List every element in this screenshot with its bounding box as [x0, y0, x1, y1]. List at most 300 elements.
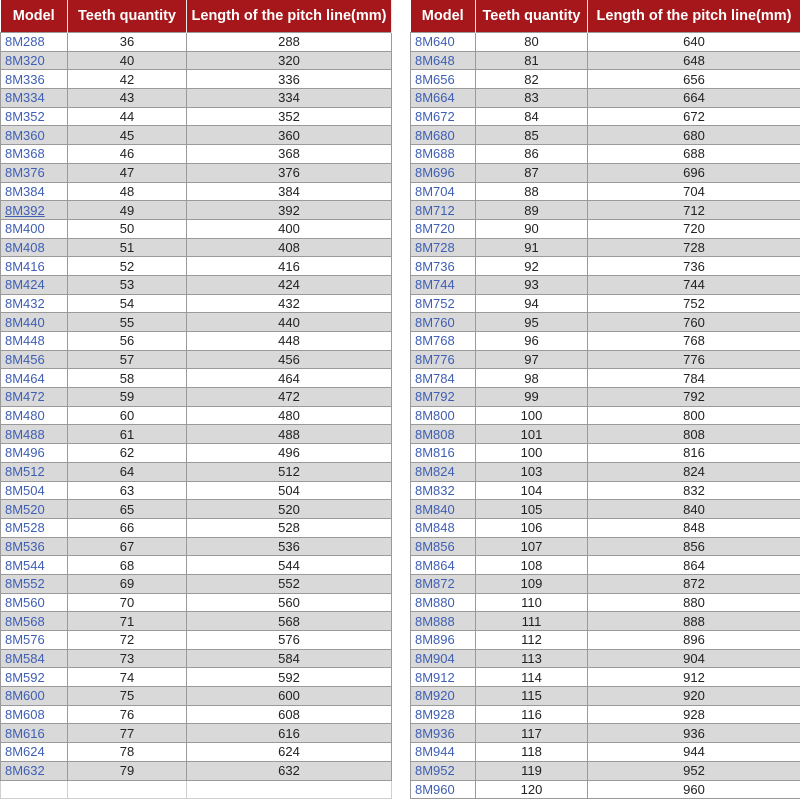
length-cell: 888 — [588, 612, 800, 631]
model-cell[interactable]: 8M432 — [1, 294, 68, 313]
table-row — [1, 107, 392, 126]
length-cell: 600 — [187, 687, 392, 706]
teeth-cell: 119 — [476, 761, 588, 780]
length-cell: 352 — [187, 107, 392, 126]
model-cell[interactable]: 8M632 — [1, 761, 68, 780]
table-row — [411, 406, 800, 425]
model-cell[interactable]: 8M496 — [1, 444, 68, 463]
model-cell[interactable]: 8M824 — [411, 462, 476, 481]
length-cell: 808 — [588, 425, 800, 444]
teeth-cell: 46 — [68, 145, 187, 164]
teeth-cell: 97 — [476, 350, 588, 369]
table-row — [1, 369, 392, 388]
table-row — [411, 145, 800, 164]
model-cell[interactable]: 8M680 — [411, 126, 476, 145]
teeth-cell: 108 — [476, 556, 588, 575]
model-cell[interactable]: 8M648 — [411, 51, 476, 70]
table-row — [411, 780, 800, 799]
teeth-cell: 66 — [68, 518, 187, 537]
teeth-cell: 112 — [476, 631, 588, 650]
model-cell[interactable]: 8M352 — [1, 107, 68, 126]
teeth-cell: 82 — [476, 70, 588, 89]
table-row — [1, 313, 392, 332]
length-cell: 928 — [588, 705, 800, 724]
model-cell[interactable]: 8M448 — [1, 332, 68, 351]
length-cell: 432 — [187, 294, 392, 313]
teeth-cell: 83 — [476, 89, 588, 108]
teeth-cell: 87 — [476, 163, 588, 182]
model-cell[interactable]: 8M928 — [411, 705, 476, 724]
table-row — [1, 743, 392, 762]
table-row — [1, 163, 392, 182]
length-cell: 544 — [187, 556, 392, 575]
length-cell: 536 — [187, 537, 392, 556]
length-cell: 704 — [588, 182, 800, 201]
table-row — [411, 518, 800, 537]
teeth-cell: 107 — [476, 537, 588, 556]
model-cell[interactable]: 8M288 — [1, 33, 68, 52]
teeth-cell: 114 — [476, 668, 588, 687]
model-cell[interactable]: 8M760 — [411, 313, 476, 332]
table-row — [1, 462, 392, 481]
model-cell[interactable]: 8M408 — [1, 238, 68, 257]
table-row — [1, 574, 392, 593]
teeth-cell: 68 — [68, 556, 187, 575]
length-cell: 784 — [588, 369, 800, 388]
teeth-cell: 116 — [476, 705, 588, 724]
model-cell[interactable]: 8M480 — [1, 406, 68, 425]
table-row — [411, 294, 800, 313]
model-cell[interactable]: 8M896 — [411, 631, 476, 650]
length-cell: 608 — [187, 705, 392, 724]
teeth-cell: 45 — [68, 126, 187, 145]
table-row — [411, 462, 800, 481]
left-header-row — [1, 0, 392, 33]
length-cell: 592 — [187, 668, 392, 687]
table-row — [411, 574, 800, 593]
model-cell[interactable]: 8M334 — [1, 89, 68, 108]
table-row — [1, 500, 392, 519]
length-cell: 664 — [588, 89, 800, 108]
length-cell: 392 — [187, 201, 392, 220]
model-cell[interactable]: 8M840 — [411, 500, 476, 519]
teeth-cell: 61 — [68, 425, 187, 444]
model-cell[interactable]: 8M864 — [411, 556, 476, 575]
table-row — [411, 163, 800, 182]
length-cell: 832 — [588, 481, 800, 500]
model-cell[interactable]: 8M400 — [1, 219, 68, 238]
length-cell: 496 — [187, 444, 392, 463]
length-cell: 368 — [187, 145, 392, 164]
teeth-cell: 49 — [68, 201, 187, 220]
model-cell[interactable]: 8M368 — [1, 145, 68, 164]
length-cell: 648 — [588, 51, 800, 70]
header-teeth-quantity: Teeth quantity — [476, 0, 588, 33]
teeth-cell: 42 — [68, 70, 187, 89]
length-cell: 440 — [187, 313, 392, 332]
table-row — [1, 761, 392, 780]
model-cell[interactable]: 8M456 — [1, 350, 68, 369]
length-cell: 864 — [588, 556, 800, 575]
model-cell[interactable]: 8M720 — [411, 219, 476, 238]
length-cell: 760 — [588, 313, 800, 332]
model-cell[interactable]: 8M856 — [411, 537, 476, 556]
teeth-cell: 100 — [476, 406, 588, 425]
model-cell[interactable]: 8M872 — [411, 574, 476, 593]
model-cell[interactable]: 8M912 — [411, 668, 476, 687]
model-cell[interactable]: 8M424 — [1, 275, 68, 294]
teeth-cell: 89 — [476, 201, 588, 220]
model-cell[interactable]: 8M800 — [411, 406, 476, 425]
length-cell: 568 — [187, 612, 392, 631]
teeth-cell: 47 — [68, 163, 187, 182]
teeth-cell: 62 — [68, 444, 187, 463]
table-row — [411, 275, 800, 294]
table-row — [1, 350, 392, 369]
table-row — [411, 201, 800, 220]
length-cell: 776 — [588, 350, 800, 369]
table-row — [411, 70, 800, 89]
table-row — [1, 518, 392, 537]
header-pitch-length: Length of the pitch line(mm) — [187, 0, 392, 33]
length-cell: 696 — [588, 163, 800, 182]
table-row — [411, 257, 800, 276]
model-cell[interactable]: 8M736 — [411, 257, 476, 276]
model-cell[interactable]: 8M936 — [411, 724, 476, 743]
length-cell: 552 — [187, 574, 392, 593]
header-model: Model — [1, 0, 68, 33]
length-cell: 400 — [187, 219, 392, 238]
table-row — [1, 724, 392, 743]
length-cell: 488 — [187, 425, 392, 444]
right-spec-table — [410, 0, 800, 799]
model-cell[interactable]: 8M704 — [411, 182, 476, 201]
length-cell: 624 — [187, 743, 392, 762]
length-cell: 856 — [588, 537, 800, 556]
table-row — [1, 238, 392, 257]
teeth-cell: 52 — [68, 257, 187, 276]
model-cell[interactable]: 8M528 — [1, 518, 68, 537]
model-cell[interactable]: 8M392 — [1, 201, 68, 220]
right-header-row — [411, 0, 800, 33]
teeth-cell: 74 — [68, 668, 187, 687]
model-cell[interactable]: 8M656 — [411, 70, 476, 89]
teeth-cell: 109 — [476, 574, 588, 593]
length-cell: 848 — [588, 518, 800, 537]
teeth-cell: 75 — [68, 687, 187, 706]
length-cell: 632 — [187, 761, 392, 780]
length-cell: 384 — [187, 182, 392, 201]
table-row — [411, 500, 800, 519]
table-row — [1, 294, 392, 313]
table-row — [1, 668, 392, 687]
teeth-cell: 67 — [68, 537, 187, 556]
teeth-cell: 115 — [476, 687, 588, 706]
model-cell[interactable]: 8M336 — [1, 70, 68, 89]
table-row — [411, 612, 800, 631]
teeth-cell: 59 — [68, 388, 187, 407]
model-cell[interactable]: 8M488 — [1, 425, 68, 444]
length-cell: 680 — [588, 126, 800, 145]
length-cell: 334 — [187, 89, 392, 108]
table-row — [411, 388, 800, 407]
table-row — [1, 556, 392, 575]
model-cell[interactable]: 8M752 — [411, 294, 476, 313]
table-row — [1, 631, 392, 650]
teeth-cell: 110 — [476, 593, 588, 612]
model-cell[interactable]: 8M768 — [411, 332, 476, 351]
teeth-cell: 77 — [68, 724, 187, 743]
teeth-cell: 54 — [68, 294, 187, 313]
model-cell[interactable]: 8M416 — [1, 257, 68, 276]
table-row — [1, 201, 392, 220]
table-row — [1, 649, 392, 668]
model-cell[interactable]: 8M512 — [1, 462, 68, 481]
table-row — [1, 593, 392, 612]
model-cell[interactable]: 8M552 — [1, 574, 68, 593]
empty-row — [1, 780, 392, 799]
teeth-cell: 70 — [68, 593, 187, 612]
teeth-cell: 88 — [476, 182, 588, 201]
teeth-cell: 85 — [476, 126, 588, 145]
length-cell: 672 — [588, 107, 800, 126]
model-cell[interactable]: 8M600 — [1, 687, 68, 706]
empty-cell — [68, 780, 187, 799]
teeth-cell: 71 — [68, 612, 187, 631]
length-cell: 912 — [588, 668, 800, 687]
teeth-cell: 113 — [476, 649, 588, 668]
table-row — [411, 313, 800, 332]
table-row — [411, 350, 800, 369]
table-row — [1, 70, 392, 89]
model-cell[interactable]: 8M920 — [411, 687, 476, 706]
table-row — [411, 219, 800, 238]
length-cell: 464 — [187, 369, 392, 388]
model-cell[interactable]: 8M776 — [411, 350, 476, 369]
length-cell: 576 — [187, 631, 392, 650]
model-cell[interactable]: 8M624 — [1, 743, 68, 762]
teeth-cell: 93 — [476, 275, 588, 294]
teeth-cell: 43 — [68, 89, 187, 108]
teeth-cell: 120 — [476, 780, 588, 799]
table-row — [1, 145, 392, 164]
teeth-cell: 95 — [476, 313, 588, 332]
model-cell[interactable]: 8M960 — [411, 780, 476, 799]
teeth-cell: 48 — [68, 182, 187, 201]
length-cell: 416 — [187, 257, 392, 276]
table-row — [411, 668, 800, 687]
model-cell[interactable]: 8M848 — [411, 518, 476, 537]
header-pitch-length: Length of the pitch line(mm) — [588, 0, 800, 33]
model-cell[interactable]: 8M792 — [411, 388, 476, 407]
table-row — [1, 444, 392, 463]
length-cell: 512 — [187, 462, 392, 481]
table-row — [1, 126, 392, 145]
model-cell[interactable]: 8M360 — [1, 126, 68, 145]
teeth-cell: 50 — [68, 219, 187, 238]
length-cell: 904 — [588, 649, 800, 668]
left-spec-table — [0, 0, 392, 799]
length-cell: 360 — [187, 126, 392, 145]
teeth-cell: 100 — [476, 444, 588, 463]
length-cell: 480 — [187, 406, 392, 425]
model-cell[interactable]: 8M712 — [411, 201, 476, 220]
length-cell: 872 — [588, 574, 800, 593]
teeth-cell: 40 — [68, 51, 187, 70]
model-cell[interactable]: 8M584 — [1, 649, 68, 668]
table-row — [411, 556, 800, 575]
teeth-cell: 53 — [68, 275, 187, 294]
teeth-cell: 98 — [476, 369, 588, 388]
table-row — [411, 107, 800, 126]
table-row — [411, 89, 800, 108]
table-row — [1, 425, 392, 444]
table-row — [411, 425, 800, 444]
model-cell[interactable]: 8M592 — [1, 668, 68, 687]
model-cell[interactable]: 8M808 — [411, 425, 476, 444]
model-cell[interactable]: 8M576 — [1, 631, 68, 650]
model-cell[interactable]: 8M568 — [1, 612, 68, 631]
table-row — [1, 275, 392, 294]
teeth-cell: 91 — [476, 238, 588, 257]
model-cell[interactable]: 8M688 — [411, 145, 476, 164]
model-cell[interactable]: 8M616 — [1, 724, 68, 743]
teeth-cell: 57 — [68, 350, 187, 369]
model-cell[interactable]: 8M440 — [1, 313, 68, 332]
model-cell[interactable]: 8M520 — [1, 500, 68, 519]
length-cell: 792 — [588, 388, 800, 407]
table-row — [411, 33, 800, 52]
table-row — [1, 332, 392, 351]
model-cell[interactable]: 8M608 — [1, 705, 68, 724]
teeth-cell: 117 — [476, 724, 588, 743]
header-model: Model — [411, 0, 476, 33]
length-cell: 456 — [187, 350, 392, 369]
model-cell[interactable]: 8M744 — [411, 275, 476, 294]
length-cell: 952 — [588, 761, 800, 780]
length-cell: 408 — [187, 238, 392, 257]
model-cell[interactable]: 8M504 — [1, 481, 68, 500]
length-cell: 320 — [187, 51, 392, 70]
length-cell: 840 — [588, 500, 800, 519]
length-cell: 800 — [588, 406, 800, 425]
model-cell[interactable]: 8M464 — [1, 369, 68, 388]
model-cell[interactable]: 8M888 — [411, 612, 476, 631]
length-cell: 744 — [588, 275, 800, 294]
header-teeth-quantity: Teeth quantity — [68, 0, 187, 33]
model-cell[interactable]: 8M816 — [411, 444, 476, 463]
table-row — [411, 593, 800, 612]
length-cell: 504 — [187, 481, 392, 500]
model-cell[interactable]: 8M320 — [1, 51, 68, 70]
model-cell[interactable]: 8M832 — [411, 481, 476, 500]
table-row — [411, 126, 800, 145]
teeth-cell: 92 — [476, 257, 588, 276]
teeth-cell: 101 — [476, 425, 588, 444]
teeth-cell: 99 — [476, 388, 588, 407]
model-cell[interactable]: 8M536 — [1, 537, 68, 556]
model-cell[interactable]: 8M944 — [411, 743, 476, 762]
table-row — [1, 89, 392, 108]
length-cell: 736 — [588, 257, 800, 276]
model-cell[interactable]: 8M952 — [411, 761, 476, 780]
model-cell[interactable]: 8M904 — [411, 649, 476, 668]
length-cell: 880 — [588, 593, 800, 612]
table-row — [1, 537, 392, 556]
table-row — [411, 649, 800, 668]
table-row — [411, 369, 800, 388]
teeth-cell: 81 — [476, 51, 588, 70]
table-row — [411, 761, 800, 780]
model-cell[interactable]: 8M672 — [411, 107, 476, 126]
model-cell[interactable]: 8M784 — [411, 369, 476, 388]
table-row — [1, 33, 392, 52]
model-cell[interactable]: 8M880 — [411, 593, 476, 612]
teeth-cell: 44 — [68, 107, 187, 126]
model-cell[interactable]: 8M640 — [411, 33, 476, 52]
model-cell[interactable]: 8M376 — [1, 163, 68, 182]
table-row — [1, 219, 392, 238]
length-cell: 424 — [187, 275, 392, 294]
length-cell: 768 — [588, 332, 800, 351]
model-cell[interactable]: 8M472 — [1, 388, 68, 407]
length-cell: 728 — [588, 238, 800, 257]
length-cell: 640 — [588, 33, 800, 52]
table-row — [411, 687, 800, 706]
length-cell: 656 — [588, 70, 800, 89]
teeth-cell: 94 — [476, 294, 588, 313]
teeth-cell: 64 — [68, 462, 187, 481]
length-cell: 472 — [187, 388, 392, 407]
length-cell: 584 — [187, 649, 392, 668]
length-cell: 920 — [588, 687, 800, 706]
teeth-cell: 111 — [476, 612, 588, 631]
teeth-cell: 73 — [68, 649, 187, 668]
teeth-cell: 65 — [68, 500, 187, 519]
model-cell[interactable]: 8M544 — [1, 556, 68, 575]
model-cell[interactable]: 8M664 — [411, 89, 476, 108]
length-cell: 528 — [187, 518, 392, 537]
length-cell: 688 — [588, 145, 800, 164]
length-cell: 936 — [588, 724, 800, 743]
teeth-cell: 56 — [68, 332, 187, 351]
table-row — [1, 388, 392, 407]
length-cell: 288 — [187, 33, 392, 52]
model-cell[interactable]: 8M384 — [1, 182, 68, 201]
teeth-cell: 104 — [476, 481, 588, 500]
model-cell[interactable]: 8M560 — [1, 593, 68, 612]
table-row — [1, 257, 392, 276]
table-row — [411, 444, 800, 463]
teeth-cell: 96 — [476, 332, 588, 351]
table-row — [411, 537, 800, 556]
model-cell[interactable]: 8M728 — [411, 238, 476, 257]
table-row — [1, 612, 392, 631]
table-row — [411, 705, 800, 724]
table-row — [411, 743, 800, 762]
length-cell: 752 — [588, 294, 800, 313]
teeth-cell: 78 — [68, 743, 187, 762]
table-row — [1, 481, 392, 500]
teeth-cell: 69 — [68, 574, 187, 593]
teeth-cell: 58 — [68, 369, 187, 388]
length-cell: 816 — [588, 444, 800, 463]
teeth-cell: 63 — [68, 481, 187, 500]
table-row — [1, 687, 392, 706]
length-cell: 448 — [187, 332, 392, 351]
empty-cell — [187, 780, 392, 799]
model-cell[interactable]: 8M696 — [411, 163, 476, 182]
